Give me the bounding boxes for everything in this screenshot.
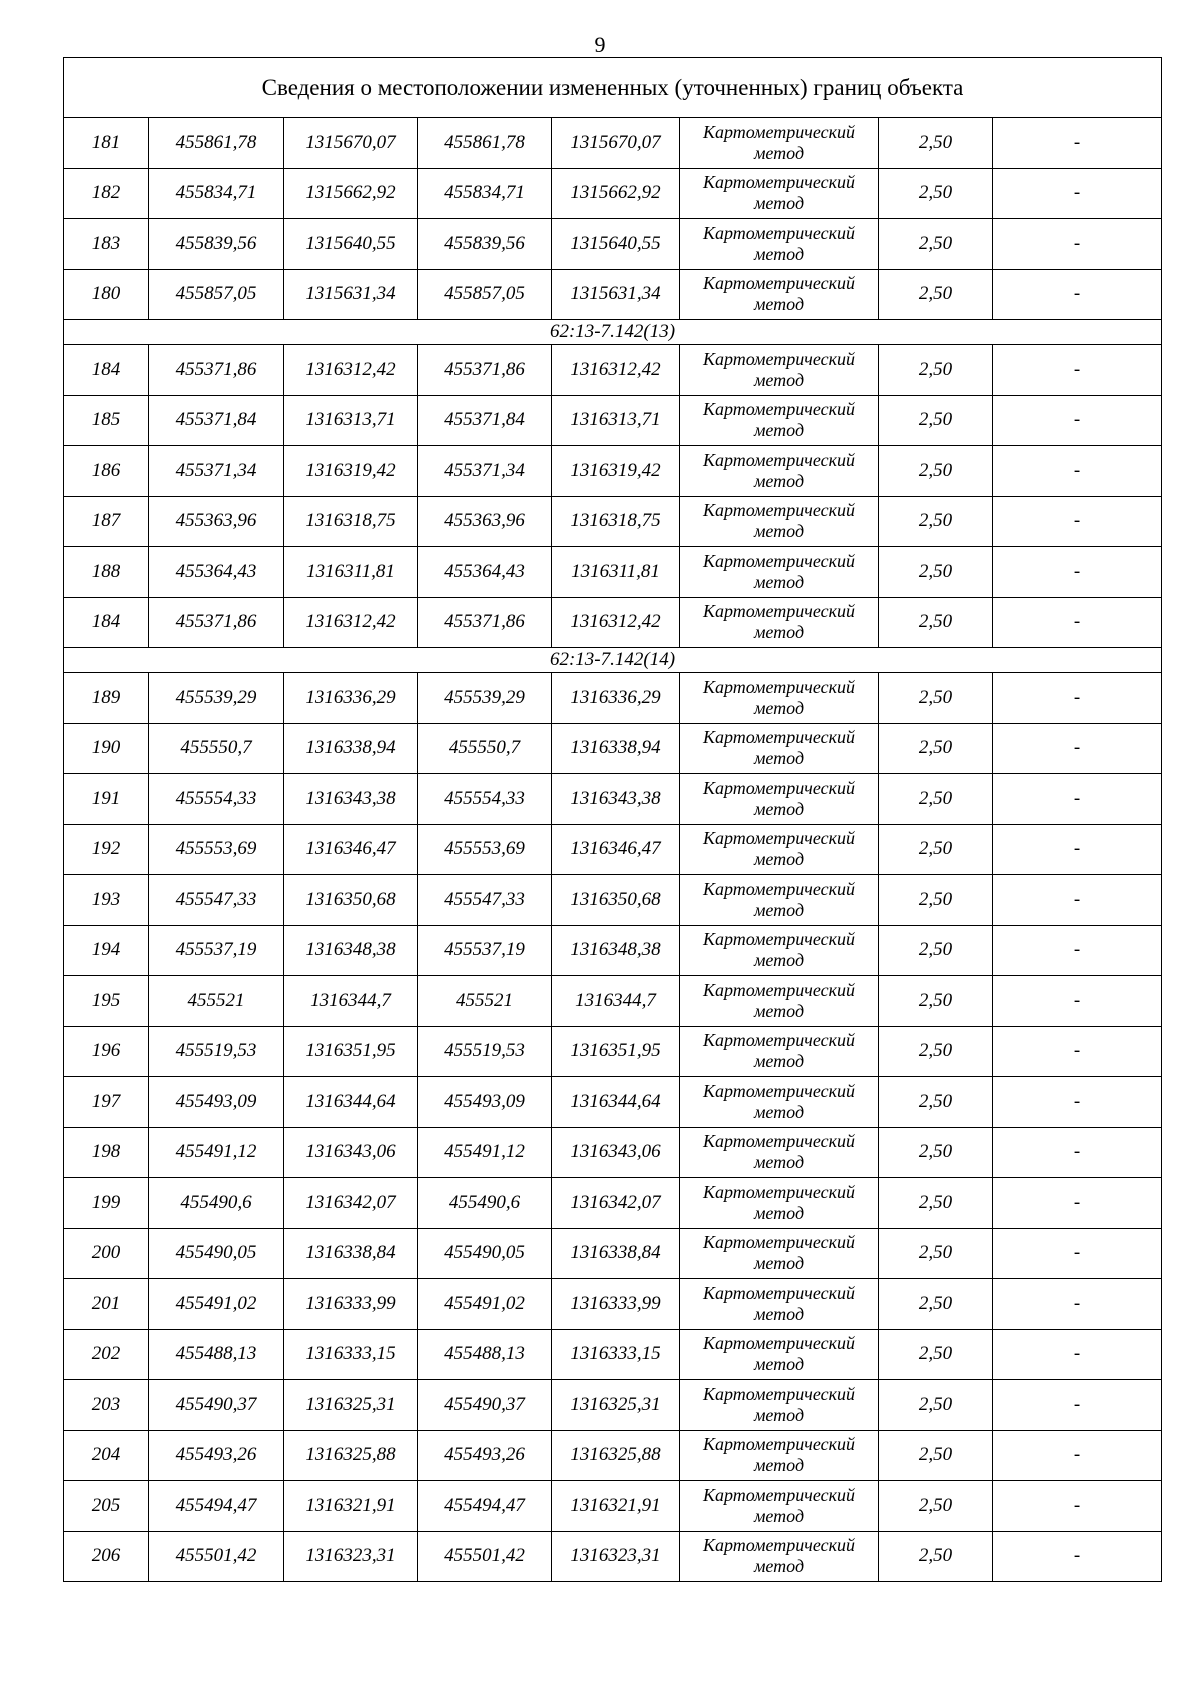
point-number-cell: 183	[64, 219, 149, 270]
point-number-cell: 190	[64, 723, 149, 774]
note-cell: -	[993, 547, 1162, 598]
refined-y-cell: 1316311,81	[552, 547, 680, 598]
existing-x-cell: 455491,12	[149, 1127, 284, 1178]
existing-y-cell: 1316312,42	[284, 597, 418, 648]
existing-x-cell: 455521	[149, 976, 284, 1027]
note-cell: -	[993, 345, 1162, 396]
point-number-cell: 194	[64, 925, 149, 976]
method-cell: Картометрический метод	[680, 168, 879, 219]
accuracy-cell: 2,50	[879, 1228, 993, 1279]
accuracy-cell: 2,50	[879, 1380, 993, 1431]
point-number-cell: 184	[64, 597, 149, 648]
note-cell: -	[993, 496, 1162, 547]
refined-x-cell: 455371,84	[418, 395, 552, 446]
existing-y-cell: 1315662,92	[284, 168, 418, 219]
table-title: Сведения о местоположении измененных (уточненных) границ объекта	[64, 58, 1162, 118]
note-cell: -	[993, 118, 1162, 169]
point-number-cell: 192	[64, 824, 149, 875]
refined-x-cell: 455490,05	[418, 1228, 552, 1279]
accuracy-cell: 2,50	[879, 1329, 993, 1380]
method-cell: Картометрический метод	[680, 395, 879, 446]
refined-x-cell: 455493,26	[418, 1430, 552, 1481]
refined-y-cell: 1316325,31	[552, 1380, 680, 1431]
accuracy-cell: 2,50	[879, 1127, 993, 1178]
existing-x-cell: 455371,34	[149, 446, 284, 497]
table-row	[64, 1329, 1162, 1380]
existing-y-cell: 1316321,91	[284, 1481, 418, 1532]
accuracy-cell: 2,50	[879, 1481, 993, 1532]
refined-x-cell: 455857,05	[418, 269, 552, 320]
refined-y-cell: 1316319,42	[552, 446, 680, 497]
note-cell: -	[993, 875, 1162, 926]
existing-y-cell: 1316325,31	[284, 1380, 418, 1431]
method-cell: Картометрический метод	[680, 925, 879, 976]
note-cell: -	[993, 219, 1162, 270]
refined-y-cell: 1316346,47	[552, 824, 680, 875]
note-cell: -	[993, 1279, 1162, 1330]
accuracy-cell: 2,50	[879, 547, 993, 598]
refined-y-cell: 1315662,92	[552, 168, 680, 219]
method-cell: Картометрический метод	[680, 976, 879, 1027]
refined-x-cell: 455371,86	[418, 597, 552, 648]
existing-x-cell: 455519,53	[149, 1026, 284, 1077]
existing-x-cell: 455857,05	[149, 269, 284, 320]
table-row	[64, 168, 1162, 219]
method-cell: Картометрический метод	[680, 1279, 879, 1330]
refined-x-cell: 455861,78	[418, 118, 552, 169]
existing-y-cell: 1316348,38	[284, 925, 418, 976]
point-number-cell: 199	[64, 1178, 149, 1229]
table-row	[64, 824, 1162, 875]
method-cell: Картометрический метод	[680, 1026, 879, 1077]
method-cell: Картометрический метод	[680, 118, 879, 169]
table-row	[64, 673, 1162, 724]
refined-y-cell: 1316323,31	[552, 1531, 680, 1582]
refined-x-cell: 455834,71	[418, 168, 552, 219]
point-number-cell: 180	[64, 269, 149, 320]
note-cell: -	[993, 395, 1162, 446]
note-cell: -	[993, 597, 1162, 648]
existing-y-cell: 1316325,88	[284, 1430, 418, 1481]
existing-x-cell: 455554,33	[149, 774, 284, 825]
point-number-cell: 201	[64, 1279, 149, 1330]
point-number-cell: 185	[64, 395, 149, 446]
existing-y-cell: 1316344,64	[284, 1077, 418, 1128]
existing-x-cell: 455494,47	[149, 1481, 284, 1532]
existing-x-cell: 455493,09	[149, 1077, 284, 1128]
refined-x-cell: 455363,96	[418, 496, 552, 547]
boundary-coordinates-table	[63, 57, 1162, 1582]
note-cell: -	[993, 673, 1162, 724]
note-cell: -	[993, 168, 1162, 219]
existing-y-cell: 1316336,29	[284, 673, 418, 724]
point-number-cell: 200	[64, 1228, 149, 1279]
refined-x-cell: 455501,42	[418, 1531, 552, 1582]
existing-y-cell: 1316343,06	[284, 1127, 418, 1178]
existing-y-cell: 1316342,07	[284, 1178, 418, 1229]
existing-x-cell: 455371,86	[149, 597, 284, 648]
refined-x-cell: 455537,19	[418, 925, 552, 976]
refined-y-cell: 1316313,71	[552, 395, 680, 446]
table-row	[64, 219, 1162, 270]
table-row	[64, 875, 1162, 926]
note-cell: -	[993, 1178, 1162, 1229]
accuracy-cell: 2,50	[879, 1178, 993, 1229]
existing-y-cell: 1316338,94	[284, 723, 418, 774]
table-row	[64, 1127, 1162, 1178]
point-number-cell: 191	[64, 774, 149, 825]
refined-x-cell: 455491,02	[418, 1279, 552, 1330]
existing-y-cell: 1316318,75	[284, 496, 418, 547]
refined-y-cell: 1316338,94	[552, 723, 680, 774]
existing-x-cell: 455834,71	[149, 168, 284, 219]
note-cell: -	[993, 925, 1162, 976]
table-row	[64, 1279, 1162, 1330]
point-number-cell: 206	[64, 1531, 149, 1582]
refined-x-cell: 455553,69	[418, 824, 552, 875]
refined-x-cell: 455491,12	[418, 1127, 552, 1178]
method-cell: Картометрический метод	[680, 1481, 879, 1532]
table-row	[64, 1430, 1162, 1481]
refined-x-cell: 455519,53	[418, 1026, 552, 1077]
point-number-cell: 202	[64, 1329, 149, 1380]
accuracy-cell: 2,50	[879, 1077, 993, 1128]
accuracy-cell: 2,50	[879, 774, 993, 825]
refined-y-cell: 1316338,84	[552, 1228, 680, 1279]
note-cell: -	[993, 1531, 1162, 1582]
table-row	[64, 496, 1162, 547]
method-cell: Картометрический метод	[680, 1329, 879, 1380]
table-row	[64, 1026, 1162, 1077]
method-cell: Картометрический метод	[680, 875, 879, 926]
method-cell: Картометрический метод	[680, 345, 879, 396]
accuracy-cell: 2,50	[879, 1279, 993, 1330]
existing-y-cell: 1316344,7	[284, 976, 418, 1027]
refined-x-cell: 455371,86	[418, 345, 552, 396]
note-cell: -	[993, 446, 1162, 497]
refined-y-cell: 1316318,75	[552, 496, 680, 547]
refined-x-cell: 455839,56	[418, 219, 552, 270]
existing-y-cell: 1316343,38	[284, 774, 418, 825]
accuracy-cell: 2,50	[879, 1026, 993, 1077]
table-row	[64, 597, 1162, 648]
note-cell: -	[993, 1228, 1162, 1279]
accuracy-cell: 2,50	[879, 219, 993, 270]
method-cell: Картометрический метод	[680, 496, 879, 547]
method-cell: Картометрический метод	[680, 723, 879, 774]
refined-y-cell: 1315640,55	[552, 219, 680, 270]
table-row	[64, 118, 1162, 169]
accuracy-cell: 2,50	[879, 446, 993, 497]
existing-y-cell: 1316350,68	[284, 875, 418, 926]
table-row	[64, 1380, 1162, 1431]
accuracy-cell: 2,50	[879, 925, 993, 976]
note-cell: -	[993, 269, 1162, 320]
refined-y-cell: 1316321,91	[552, 1481, 680, 1532]
method-cell: Картометрический метод	[680, 269, 879, 320]
accuracy-cell: 2,50	[879, 673, 993, 724]
existing-y-cell: 1316313,71	[284, 395, 418, 446]
existing-x-cell: 455553,69	[149, 824, 284, 875]
method-cell: Картометрический метод	[680, 446, 879, 497]
existing-x-cell: 455547,33	[149, 875, 284, 926]
refined-y-cell: 1316343,38	[552, 774, 680, 825]
table-row	[64, 395, 1162, 446]
existing-x-cell: 455490,37	[149, 1380, 284, 1431]
note-cell: -	[993, 1430, 1162, 1481]
method-cell: Картометрический метод	[680, 547, 879, 598]
table-row	[64, 723, 1162, 774]
existing-y-cell: 1316338,84	[284, 1228, 418, 1279]
existing-x-cell: 455491,02	[149, 1279, 284, 1330]
point-number-cell: 181	[64, 118, 149, 169]
refined-y-cell: 1316344,7	[552, 976, 680, 1027]
accuracy-cell: 2,50	[879, 395, 993, 446]
accuracy-cell: 2,50	[879, 597, 993, 648]
method-cell: Картометрический метод	[680, 824, 879, 875]
method-cell: Картометрический метод	[680, 774, 879, 825]
refined-y-cell: 1315670,07	[552, 118, 680, 169]
refined-x-cell: 455547,33	[418, 875, 552, 926]
refined-y-cell: 1316343,06	[552, 1127, 680, 1178]
point-number-cell: 187	[64, 496, 149, 547]
point-number-cell: 204	[64, 1430, 149, 1481]
refined-y-cell: 1316351,95	[552, 1026, 680, 1077]
table-row	[64, 925, 1162, 976]
note-cell: -	[993, 774, 1162, 825]
existing-x-cell: 455861,78	[149, 118, 284, 169]
note-cell: -	[993, 1127, 1162, 1178]
existing-x-cell: 455839,56	[149, 219, 284, 270]
existing-y-cell: 1316333,15	[284, 1329, 418, 1380]
accuracy-cell: 2,50	[879, 118, 993, 169]
refined-y-cell: 1315631,34	[552, 269, 680, 320]
point-number-cell: 193	[64, 875, 149, 926]
refined-x-cell: 455371,34	[418, 446, 552, 497]
existing-y-cell: 1316323,31	[284, 1531, 418, 1582]
table-row	[64, 446, 1162, 497]
table-body	[64, 58, 1162, 1582]
table-title-row	[64, 58, 1162, 118]
existing-x-cell: 455488,13	[149, 1329, 284, 1380]
refined-x-cell: 455550,7	[418, 723, 552, 774]
table-row	[64, 547, 1162, 598]
point-number-cell: 184	[64, 345, 149, 396]
table-row	[64, 1178, 1162, 1229]
method-cell: Картометрический метод	[680, 219, 879, 270]
existing-y-cell: 1316312,42	[284, 345, 418, 396]
refined-x-cell: 455521	[418, 976, 552, 1027]
accuracy-cell: 2,50	[879, 723, 993, 774]
point-number-cell: 182	[64, 168, 149, 219]
table-row	[64, 976, 1162, 1027]
section-label: 62:13-7.142(14)	[64, 648, 1162, 673]
method-cell: Картометрический метод	[680, 1178, 879, 1229]
method-cell: Картометрический метод	[680, 1127, 879, 1178]
accuracy-cell: 2,50	[879, 976, 993, 1027]
existing-x-cell: 455539,29	[149, 673, 284, 724]
refined-x-cell: 455490,6	[418, 1178, 552, 1229]
refined-y-cell: 1316350,68	[552, 875, 680, 926]
refined-x-cell: 455493,09	[418, 1077, 552, 1128]
note-cell: -	[993, 824, 1162, 875]
point-number-cell: 203	[64, 1380, 149, 1431]
note-cell: -	[993, 976, 1162, 1027]
note-cell: -	[993, 1026, 1162, 1077]
existing-x-cell: 455490,05	[149, 1228, 284, 1279]
existing-y-cell: 1316351,95	[284, 1026, 418, 1077]
existing-x-cell: 455363,96	[149, 496, 284, 547]
accuracy-cell: 2,50	[879, 345, 993, 396]
point-number-cell: 196	[64, 1026, 149, 1077]
accuracy-cell: 2,50	[879, 269, 993, 320]
existing-x-cell: 455371,84	[149, 395, 284, 446]
existing-x-cell: 455493,26	[149, 1430, 284, 1481]
table-row	[64, 1481, 1162, 1532]
table-row	[64, 1228, 1162, 1279]
table-row	[64, 345, 1162, 396]
existing-y-cell: 1315670,07	[284, 118, 418, 169]
existing-x-cell: 455537,19	[149, 925, 284, 976]
point-number-cell: 197	[64, 1077, 149, 1128]
refined-x-cell: 455364,43	[418, 547, 552, 598]
point-number-cell: 186	[64, 446, 149, 497]
accuracy-cell: 2,50	[879, 875, 993, 926]
table-row	[64, 774, 1162, 825]
refined-y-cell: 1316312,42	[552, 345, 680, 396]
accuracy-cell: 2,50	[879, 824, 993, 875]
point-number-cell: 189	[64, 673, 149, 724]
refined-x-cell: 455539,29	[418, 673, 552, 724]
section-header-row	[64, 648, 1162, 673]
point-number-cell: 188	[64, 547, 149, 598]
method-cell: Картометрический метод	[680, 1228, 879, 1279]
point-number-cell: 205	[64, 1481, 149, 1532]
existing-y-cell: 1315640,55	[284, 219, 418, 270]
note-cell: -	[993, 1077, 1162, 1128]
existing-y-cell: 1316311,81	[284, 547, 418, 598]
table-row	[64, 1531, 1162, 1582]
existing-y-cell: 1315631,34	[284, 269, 418, 320]
refined-x-cell: 455554,33	[418, 774, 552, 825]
existing-y-cell: 1316319,42	[284, 446, 418, 497]
existing-x-cell: 455364,43	[149, 547, 284, 598]
method-cell: Картометрический метод	[680, 1077, 879, 1128]
table-row	[64, 1077, 1162, 1128]
refined-x-cell: 455490,37	[418, 1380, 552, 1431]
refined-y-cell: 1316336,29	[552, 673, 680, 724]
note-cell: -	[993, 1380, 1162, 1431]
method-cell: Картометрический метод	[680, 1380, 879, 1431]
note-cell: -	[993, 723, 1162, 774]
method-cell: Картометрический метод	[680, 1430, 879, 1481]
table-row	[64, 269, 1162, 320]
accuracy-cell: 2,50	[879, 1430, 993, 1481]
section-header-row	[64, 320, 1162, 345]
accuracy-cell: 2,50	[879, 1531, 993, 1582]
point-number-cell: 198	[64, 1127, 149, 1178]
method-cell: Картометрический метод	[680, 597, 879, 648]
refined-y-cell: 1316342,07	[552, 1178, 680, 1229]
existing-x-cell: 455501,42	[149, 1531, 284, 1582]
accuracy-cell: 2,50	[879, 168, 993, 219]
page-number: 9	[594, 32, 606, 57]
refined-y-cell: 1316312,42	[552, 597, 680, 648]
refined-x-cell: 455494,47	[418, 1481, 552, 1532]
method-cell: Картометрический метод	[680, 673, 879, 724]
refined-y-cell: 1316344,64	[552, 1077, 680, 1128]
refined-y-cell: 1316348,38	[552, 925, 680, 976]
existing-y-cell: 1316333,99	[284, 1279, 418, 1330]
refined-y-cell: 1316333,15	[552, 1329, 680, 1380]
existing-x-cell: 455371,86	[149, 345, 284, 396]
existing-y-cell: 1316346,47	[284, 824, 418, 875]
method-cell: Картометрический метод	[680, 1531, 879, 1582]
accuracy-cell: 2,50	[879, 496, 993, 547]
note-cell: -	[993, 1481, 1162, 1532]
refined-y-cell: 1316325,88	[552, 1430, 680, 1481]
note-cell: -	[993, 1329, 1162, 1380]
existing-x-cell: 455550,7	[149, 723, 284, 774]
refined-x-cell: 455488,13	[418, 1329, 552, 1380]
existing-x-cell: 455490,6	[149, 1178, 284, 1229]
point-number-cell: 195	[64, 976, 149, 1027]
refined-y-cell: 1316333,99	[552, 1279, 680, 1330]
section-label: 62:13-7.142(13)	[64, 320, 1162, 345]
